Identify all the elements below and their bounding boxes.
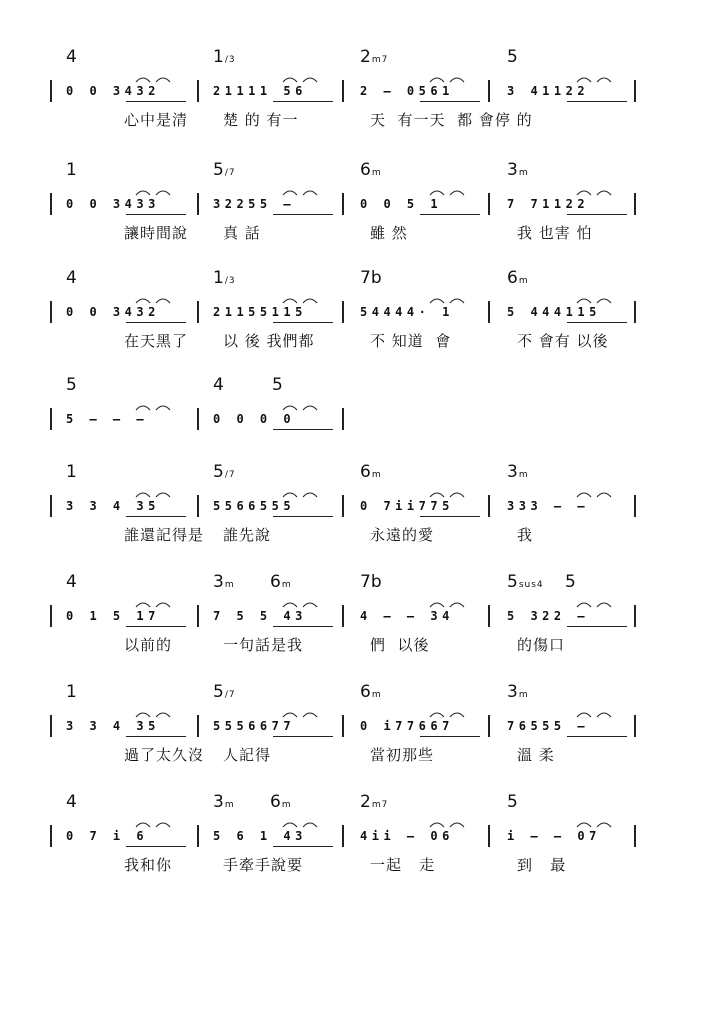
- slur-mark: [156, 299, 170, 303]
- beam-underline: [273, 322, 333, 323]
- slur-mark: [597, 603, 611, 607]
- barline: [50, 193, 52, 215]
- barline: [634, 715, 636, 737]
- barline: [342, 495, 344, 517]
- lyric-line: 真 話: [223, 224, 261, 242]
- barline: [488, 605, 490, 627]
- barline: [197, 193, 199, 215]
- chord-root: 6: [507, 268, 518, 288]
- barline: [634, 301, 636, 323]
- chord-root: 5: [213, 682, 224, 702]
- measure-notes: 0 i77667: [360, 719, 454, 733]
- chord-symbol: [360, 462, 382, 482]
- chord-root: 1: [213, 47, 224, 67]
- chord-symbol: [360, 682, 382, 702]
- beam-underline: [273, 736, 333, 737]
- chord-quality: /3: [224, 55, 236, 65]
- beam-underline: [567, 322, 627, 323]
- barline: [197, 301, 199, 323]
- chord-root: 2: [360, 47, 371, 67]
- barline: [342, 193, 344, 215]
- barline: [50, 80, 52, 102]
- chord-root: 5: [272, 375, 283, 395]
- slur-mark: [430, 78, 444, 82]
- beam-underline: [126, 846, 186, 847]
- slur-mark: [303, 493, 317, 497]
- slur-mark: [283, 823, 297, 827]
- slur-mark: [156, 191, 170, 195]
- chord-root: 7b: [360, 268, 382, 288]
- barline: [197, 605, 199, 627]
- barline: [488, 495, 490, 517]
- chord-root: 5: [213, 462, 224, 482]
- chord-symbol: [360, 572, 383, 592]
- chord-quality: m: [281, 580, 292, 590]
- measure-notes: 5 322 –: [507, 609, 590, 623]
- chord-root: 5: [507, 47, 518, 67]
- lyric-line: 們 以後: [370, 636, 430, 654]
- chord-symbol: [507, 47, 519, 67]
- barline: [197, 715, 199, 737]
- chord-root: 6: [360, 682, 371, 702]
- measure-notes: 4ii – 06: [360, 829, 454, 843]
- barline: [342, 80, 344, 102]
- lyric-line: 我 也害 怕: [517, 224, 593, 242]
- lyric-line: 我: [517, 526, 534, 544]
- slur-mark: [136, 191, 150, 195]
- chord-symbol: [213, 682, 236, 702]
- slur-mark: [156, 713, 170, 717]
- measure-notes: 5 – – –: [66, 412, 149, 426]
- chord-symbol: [507, 682, 529, 702]
- beam-underline: [420, 736, 480, 737]
- chord-quality: m: [518, 690, 529, 700]
- chord-symbol: [213, 462, 236, 482]
- chord-symbol: [213, 268, 236, 288]
- slur-mark: [577, 78, 591, 82]
- chord-symbol: [213, 792, 235, 812]
- slur-mark: [450, 713, 464, 717]
- slur-mark: [597, 191, 611, 195]
- chord-quality: m7: [371, 55, 389, 65]
- measure-notes: 0 0 3432: [66, 84, 160, 98]
- measure-notes: 0 1 5 17: [66, 609, 160, 623]
- chord-symbol: [360, 268, 383, 288]
- chord-quality: m: [224, 800, 235, 810]
- measure-notes: 5556677: [213, 719, 296, 733]
- beam-underline: [273, 626, 333, 627]
- beam-underline: [567, 626, 627, 627]
- chord-quality: m: [518, 168, 529, 178]
- chord-root: 5: [507, 572, 518, 592]
- beam-underline: [567, 101, 627, 102]
- lyric-line: 的傷口: [517, 636, 566, 654]
- chord-symbol: [270, 792, 292, 812]
- chord-symbol: [360, 792, 388, 812]
- barline: [634, 80, 636, 102]
- chord-root: 4: [66, 268, 77, 288]
- measure-notes: 0 7ii775: [360, 499, 454, 513]
- beam-underline: [126, 516, 186, 517]
- measure-notes: 0 0 3433: [66, 197, 160, 211]
- slur-mark: [450, 493, 464, 497]
- chord-symbol: [66, 47, 78, 67]
- measure-notes: 5 6 1 43: [213, 829, 307, 843]
- measure-notes: 0 0 3432: [66, 305, 160, 319]
- chord-symbol: [213, 47, 236, 67]
- barline: [342, 605, 344, 627]
- chord-root: 5: [213, 160, 224, 180]
- lyric-line: 誰先說: [223, 526, 272, 544]
- slur-mark: [303, 299, 317, 303]
- slur-mark: [136, 603, 150, 607]
- slur-mark: [577, 713, 591, 717]
- beam-underline: [126, 626, 186, 627]
- chord-quality: m: [518, 470, 529, 480]
- chord-quality: /7: [224, 470, 236, 480]
- chord-quality: m: [518, 276, 529, 286]
- slur-mark: [136, 823, 150, 827]
- beam-underline: [273, 846, 333, 847]
- measure-notes: 0 7 i 6: [66, 829, 149, 843]
- chord-quality: m: [371, 168, 382, 178]
- slur-mark: [577, 603, 591, 607]
- barline: [488, 80, 490, 102]
- barline: [342, 825, 344, 847]
- chord-quality: /7: [224, 168, 236, 178]
- slur-mark: [303, 191, 317, 195]
- slur-mark: [597, 78, 611, 82]
- chord-root: 6: [360, 462, 371, 482]
- slur-mark: [283, 603, 297, 607]
- chord-root: 5: [507, 792, 518, 812]
- barline: [50, 408, 52, 430]
- beam-underline: [567, 214, 627, 215]
- measure-notes: 4 – – 34: [360, 609, 454, 623]
- chord-root: 6: [270, 572, 281, 592]
- measure-notes: 0 0 0 0: [213, 412, 296, 426]
- measure-notes: 5566555: [213, 499, 296, 513]
- slur-mark: [450, 603, 464, 607]
- slur-mark: [156, 493, 170, 497]
- lyric-line: 人記得: [223, 746, 272, 764]
- lyric-line: 天 有一天 都 會停 的: [370, 111, 533, 129]
- measure-notes: 3 3 4 35: [66, 499, 160, 513]
- measure-notes: 5 444115: [507, 305, 601, 319]
- chord-symbol: [213, 160, 236, 180]
- slur-mark: [450, 299, 464, 303]
- measure-notes: 2 – 0561: [360, 84, 454, 98]
- barline: [488, 825, 490, 847]
- chord-symbol: [270, 572, 292, 592]
- measure-notes: 7 5 5 43: [213, 609, 307, 623]
- chord-root: 5: [565, 572, 576, 592]
- chord-symbol: [66, 268, 78, 288]
- lyric-line: 雖 然: [370, 224, 408, 242]
- chord-root: 1: [213, 268, 224, 288]
- chord-quality: m: [371, 470, 382, 480]
- chord-quality: m: [224, 580, 235, 590]
- beam-underline: [126, 736, 186, 737]
- slur-mark: [597, 823, 611, 827]
- beam-underline: [273, 214, 333, 215]
- chord-quality: m7: [371, 800, 389, 810]
- chord-quality: m: [281, 800, 292, 810]
- slur-mark: [303, 713, 317, 717]
- lyric-line: 一起 走: [370, 856, 436, 874]
- slur-mark: [430, 299, 444, 303]
- slur-mark: [283, 406, 297, 410]
- slur-mark: [283, 713, 297, 717]
- slur-mark: [430, 823, 444, 827]
- chord-quality: m: [371, 690, 382, 700]
- beam-underline: [420, 214, 480, 215]
- beam-underline: [126, 322, 186, 323]
- chord-root: 1: [66, 462, 77, 482]
- beam-underline: [273, 429, 333, 430]
- chord-root: 4: [66, 47, 77, 67]
- slur-mark: [597, 493, 611, 497]
- barline: [197, 825, 199, 847]
- slur-mark: [597, 299, 611, 303]
- measure-notes: 21155115: [213, 305, 307, 319]
- slur-mark: [450, 823, 464, 827]
- barline: [342, 301, 344, 323]
- lyric-line: 到 最: [517, 856, 567, 874]
- slur-mark: [136, 406, 150, 410]
- chord-root: 3: [213, 792, 224, 812]
- chord-root: 4: [213, 375, 224, 395]
- measure-notes: 76555 –: [507, 719, 590, 733]
- chord-symbol: [507, 792, 519, 812]
- slur-mark: [430, 493, 444, 497]
- slur-mark: [577, 823, 591, 827]
- lyric-line: 不 會有 以後: [517, 332, 609, 350]
- slur-mark: [283, 78, 297, 82]
- slur-mark: [303, 823, 317, 827]
- slur-mark: [136, 78, 150, 82]
- chord-symbol: [272, 375, 284, 395]
- lyric-line: 楚 的 有一: [223, 111, 299, 129]
- beam-underline: [126, 214, 186, 215]
- lyric-line: 以前的: [124, 636, 173, 654]
- barline: [488, 715, 490, 737]
- barline: [50, 301, 52, 323]
- chord-symbol: [360, 47, 388, 67]
- beam-underline: [273, 101, 333, 102]
- chord-symbol: [507, 462, 529, 482]
- barline: [634, 193, 636, 215]
- barline: [634, 495, 636, 517]
- lyric-line: 永遠的愛: [370, 526, 435, 544]
- beam-underline: [126, 101, 186, 102]
- chord-symbol: [213, 572, 235, 592]
- chord-quality: sus4: [518, 580, 544, 590]
- lyric-line: 讓時間說: [124, 224, 189, 242]
- chord-symbol: [66, 682, 78, 702]
- chord-quality: /7: [224, 690, 236, 700]
- slur-mark: [430, 713, 444, 717]
- slur-mark: [303, 78, 317, 82]
- chord-root: 6: [360, 160, 371, 180]
- slur-mark: [577, 191, 591, 195]
- beam-underline: [420, 516, 480, 517]
- slur-mark: [303, 603, 317, 607]
- beam-underline: [420, 101, 480, 102]
- barline: [634, 605, 636, 627]
- slur-mark: [156, 78, 170, 82]
- measure-notes: 3 3 4 35: [66, 719, 160, 733]
- measure-notes: 3 41122: [507, 84, 590, 98]
- slur-mark: [430, 191, 444, 195]
- barline: [50, 715, 52, 737]
- chord-root: 4: [66, 792, 77, 812]
- lyric-line: 當初那些: [370, 746, 435, 764]
- barline: [634, 825, 636, 847]
- chord-root: 5: [66, 375, 77, 395]
- barline: [342, 408, 344, 430]
- lyric-line: 以 後 我們都: [223, 332, 315, 350]
- chord-symbol: [507, 160, 529, 180]
- barline: [197, 408, 199, 430]
- slur-mark: [283, 493, 297, 497]
- chord-root: 6: [270, 792, 281, 812]
- chord-root: 3: [507, 682, 518, 702]
- barline: [488, 301, 490, 323]
- measure-notes: 21111 56: [213, 84, 307, 98]
- slur-mark: [283, 191, 297, 195]
- barline: [488, 193, 490, 215]
- measure-notes: 32255 –: [213, 197, 296, 211]
- chord-symbol: [66, 160, 78, 180]
- slur-mark: [283, 299, 297, 303]
- chord-symbol: [507, 572, 544, 592]
- slur-mark: [577, 299, 591, 303]
- slur-mark: [136, 713, 150, 717]
- chord-symbol: [66, 792, 78, 812]
- barline: [50, 825, 52, 847]
- chord-root: 3: [507, 462, 518, 482]
- slur-mark: [156, 823, 170, 827]
- measure-notes: i – – 07: [507, 829, 601, 843]
- chord-root: 4: [66, 572, 77, 592]
- chord-root: 7b: [360, 572, 382, 592]
- slur-mark: [597, 713, 611, 717]
- barline: [50, 495, 52, 517]
- chord-symbol: [213, 375, 225, 395]
- slur-mark: [577, 493, 591, 497]
- measure-notes: 333 – –: [507, 499, 590, 513]
- lyric-line: 在天黑了: [124, 332, 189, 350]
- chord-symbol: [66, 462, 78, 482]
- slur-mark: [450, 191, 464, 195]
- lyric-line: 心中是清: [124, 111, 189, 129]
- chord-root: 3: [213, 572, 224, 592]
- slur-mark: [136, 493, 150, 497]
- chord-quality: /3: [224, 276, 236, 286]
- slur-mark: [156, 603, 170, 607]
- slur-mark: [450, 78, 464, 82]
- lyric-line: 不 知道 會: [370, 332, 452, 350]
- lyric-line: 過了太久沒: [124, 746, 205, 764]
- measure-notes: 54444· 1: [360, 305, 454, 319]
- chord-symbol: [565, 572, 577, 592]
- lyric-line: 誰還記得是: [124, 526, 205, 544]
- barline: [342, 715, 344, 737]
- chord-root: 1: [66, 160, 77, 180]
- slur-mark: [136, 299, 150, 303]
- lyric-line: 手牽手說要: [223, 856, 304, 874]
- barline: [50, 605, 52, 627]
- chord-root: 3: [507, 160, 518, 180]
- chord-symbol: [360, 160, 382, 180]
- chord-symbol: [507, 268, 529, 288]
- measure-notes: 0 0 5 1: [360, 197, 443, 211]
- chord-symbol: [66, 375, 78, 395]
- chord-root: 2: [360, 792, 371, 812]
- slur-mark: [303, 406, 317, 410]
- barline: [197, 80, 199, 102]
- barline: [197, 495, 199, 517]
- slur-mark: [156, 406, 170, 410]
- lyric-line: 我和你: [124, 856, 173, 874]
- chord-root: 1: [66, 682, 77, 702]
- measure-notes: 7 71122: [507, 197, 590, 211]
- lyric-line: 一句話是我: [223, 636, 304, 654]
- beam-underline: [567, 736, 627, 737]
- beam-underline: [273, 516, 333, 517]
- chord-symbol: [66, 572, 78, 592]
- lyric-line: 溫 柔: [517, 746, 555, 764]
- slur-mark: [430, 603, 444, 607]
